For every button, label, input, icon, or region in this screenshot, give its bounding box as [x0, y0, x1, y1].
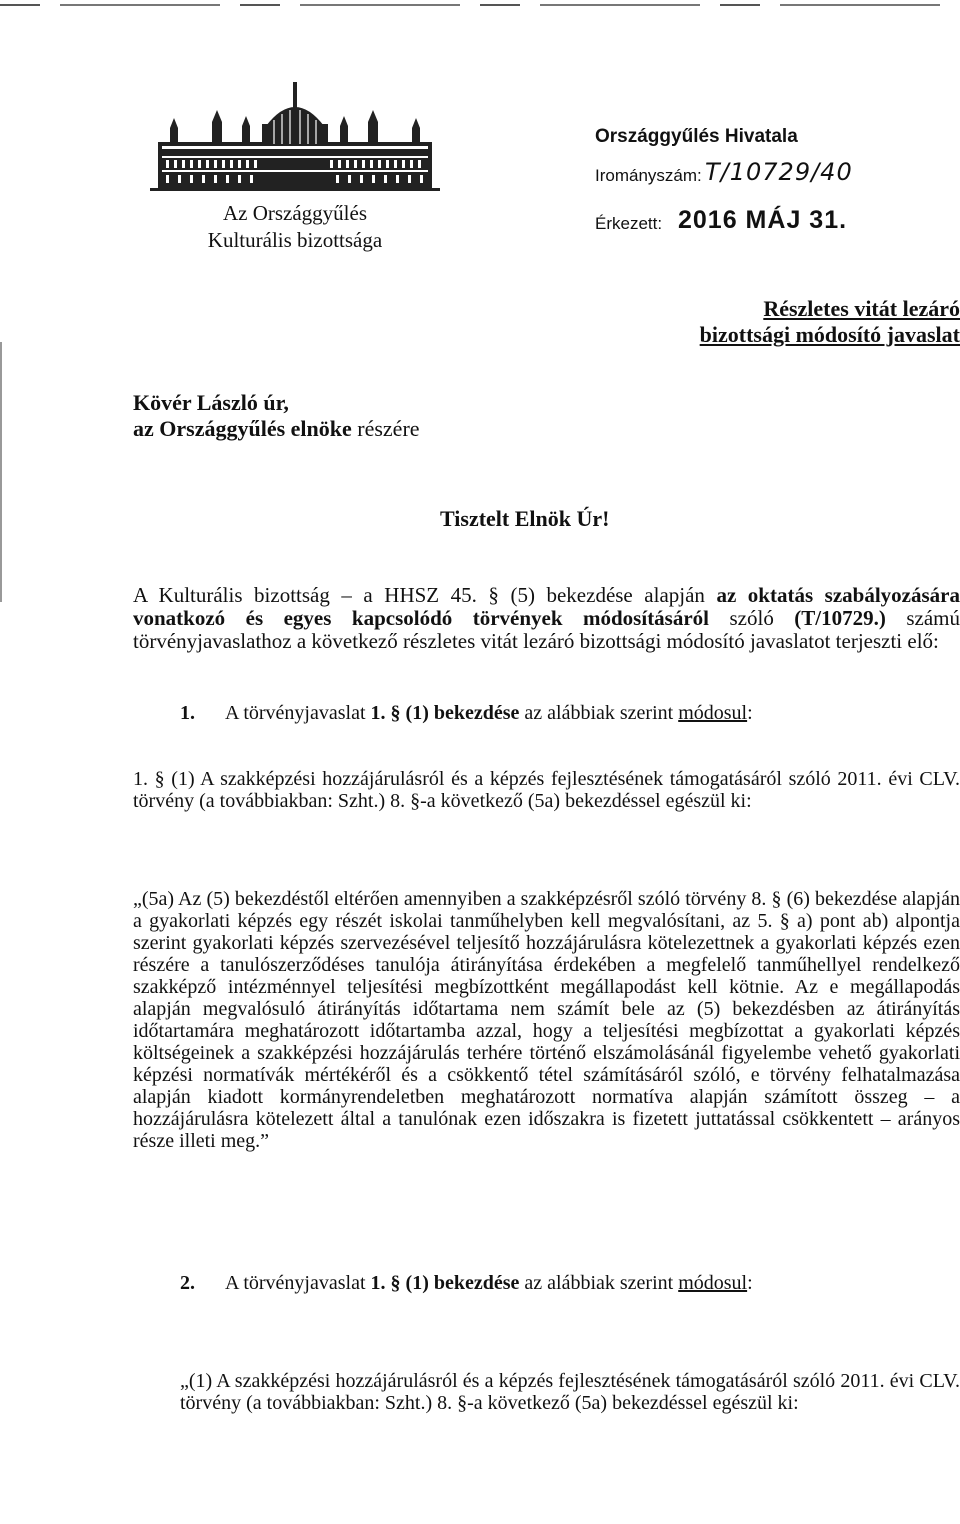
committee-name-line2: Kulturális bizottsága [207, 228, 383, 252]
amendment-2-quoted-text: „(1) A szakképzési hozzájárulásról és a képzés fejlesztésének támogatásáról szóló 2011. évi CLV. törvény (a továbbiakban: Szht.) 8. §-a következő (5a) bekezdéssel egészül ki: [180, 1370, 960, 1414]
addressee-role-bold: az Országgyűlés elnöke [133, 416, 352, 441]
intro-bill-title: az oktatás szabályozására vonatkozó és egyes kapcsolódó törvények módosításáról [133, 583, 960, 630]
received-label: Érkezett: [595, 214, 663, 233]
parliament-logo [150, 80, 440, 195]
logo-underline [0, 192, 480, 195]
document-title [540, 296, 960, 348]
irom-number: T/10729/40 [705, 158, 853, 186]
addressee-role-rest: részére [351, 416, 420, 441]
amendment-2-lead: A törvényjavaslat [225, 1272, 371, 1294]
addressee [133, 390, 420, 442]
intro-part3: számú törvényjavaslathoz a következő részletes vitát lezáró bizottsági módosító javaslatot terjeszti elő: [133, 606, 960, 653]
intro-part2: szóló [709, 606, 795, 630]
amendment-1-ref: 1. § (1) bekezdése [370, 702, 520, 724]
amendment-2-heading [180, 1272, 753, 1295]
amendment-2-ref: 1. § (1) bekezdése [370, 1272, 520, 1294]
received-date-stamp: 2016 MÁJ 31. [678, 206, 848, 234]
irom-label: Irományszám: [595, 166, 702, 185]
scan-top-border [0, 4, 960, 6]
document-title-line1: Részletes vitát lezáró [763, 296, 960, 321]
committee-name-line1: Az Országgyűlés [222, 201, 368, 225]
scan-left-edge [0, 342, 2, 602]
addressee-role [133, 416, 420, 442]
amendment-1-number: 1. [180, 702, 195, 724]
amendment-1-quoted-text: „(5a) Az (5) bekezdéstől eltérően amennyiben a szakképzésről szóló törvény 8. § (6) bekezdése alapján a gyakorlati képzés egy részét iskolai tanműhelyben kell megvalósítani, az 5. § a) pont ab) alpontja szerint gyakorlati képzés szervezésével teljesítő hozzájárulásra kötelezettnek a gyakorlati képzés ezen részére a tanulószerződéses tanulója átirányítása érdekében a megfelelő tanműhellyel rendelkező szakképző intézménnyel teljesítési megbízottként megállapodást kell kötnie. Az e megállapodás alapján megvalósuló átirányítás időtartama nem számít bele az (5) bekezdésben az átirányítás időtartamára meghatározott időtartamba azzal, hogy a teljesítési megbízottat a gyakorlati képzés költségeinek a szakképzési hozzájárulás terhére történő elszámolásánál figyelembe vehető gyakorlati képzési normatívák mértékéről és a csökkentő tétel számításáról szóló, e törvény felhatalmazása alapján kiadott kormányrendeletben meghatározott normatíva alapján számított összeg – a hozzájárulásra kötelezett által a tanulónak ezen időszakra is fizetett juttatással csökkentett – arányos része illeti meg.” [133, 888, 960, 1152]
amendment-1-lead: A törvényjavaslat [225, 702, 371, 724]
amendment-1-colon: : [747, 702, 753, 724]
amendment-1-mid: az alábbiak szerint [519, 702, 679, 724]
amendment-1-heading [180, 702, 753, 725]
intro-part1: A Kulturális bizottság – a HHSZ 45. § (5) bekezdése alapján [133, 583, 717, 607]
office-name: Országgyűlés Hivatala [595, 126, 798, 147]
committee-name [150, 200, 440, 254]
greeting: Tisztelt Elnök Úr! [440, 506, 610, 531]
amendment-1-original-text: 1. § (1) A szakképzési hozzájárulásról és a képzés fejlesztésének támogatásáról szóló 2011. évi CLV. törvény (a továbbiakban: Szht.) 8. §-a következő (5a) bekezdéssel egészül ki: [133, 768, 960, 812]
document-title-line2: bizottsági módosító javaslat [699, 322, 960, 347]
amendment-2-colon: : [747, 1272, 753, 1294]
intro-bill-number: (T/10729.) [794, 606, 886, 630]
addressee-name: Kövér László úr, [133, 390, 289, 415]
amendment-1-verb: módosul [678, 702, 748, 724]
amendment-2-verb: módosul [678, 1272, 748, 1294]
intro-paragraph [133, 584, 960, 653]
amendment-2-number: 2. [180, 1272, 195, 1294]
amendment-2-mid: az alábbiak szerint [519, 1272, 679, 1294]
